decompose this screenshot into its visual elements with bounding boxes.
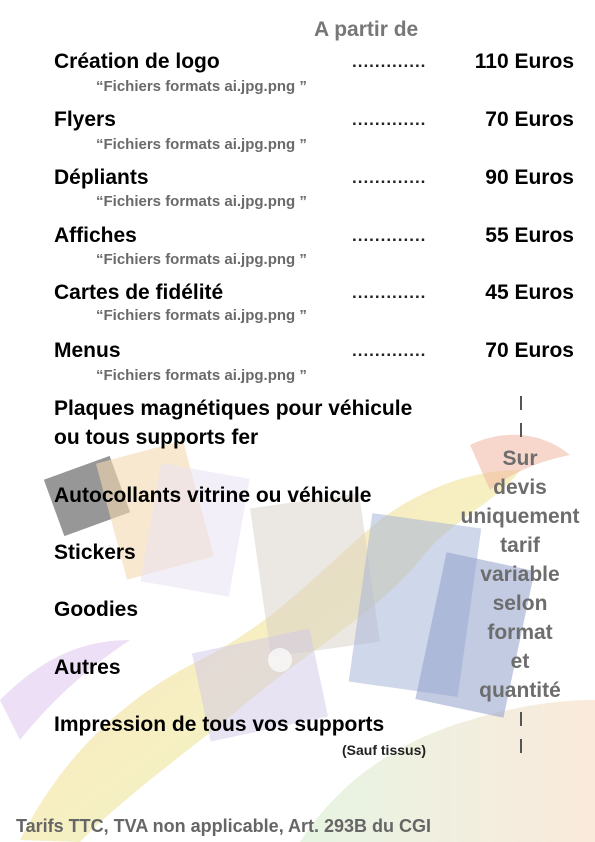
- item-title-depliants: Dépliants: [54, 166, 149, 189]
- quote-item-autres: Autres: [54, 656, 121, 679]
- quote-item-autocollants: Autocollants vitrine ou véhicule: [54, 484, 372, 507]
- leader-dots: .............: [352, 341, 427, 360]
- quote-text-line: et: [510, 650, 530, 673]
- item-title-cartes-fidelite: Cartes de fidélité: [54, 281, 224, 304]
- quote-text-line: uniquement: [460, 505, 580, 528]
- from-label: A partir de: [314, 18, 419, 41]
- leader-dots: .............: [352, 110, 427, 129]
- quote-text-line: selon: [492, 592, 548, 615]
- quote-text-line: Sur: [502, 447, 538, 470]
- item-title-menus: Menus: [54, 339, 121, 362]
- quote-text-line: tarif: [500, 534, 540, 557]
- item-formats-depliants: “Fichiers formats ai.jpg.png ”: [96, 193, 307, 210]
- quote-text-line: variable: [480, 563, 560, 586]
- note-sauf-tissus: (Sauf tissus): [342, 742, 427, 758]
- item-formats-affiches: “Fichiers formats ai.jpg.png ”: [96, 251, 307, 268]
- quote-item-impression: Impression de tous vos supports: [54, 713, 385, 736]
- item-formats-cartes-fidelite: “Fichiers formats ai.jpg.png ”: [96, 307, 307, 324]
- item-title-affiches: Affiches: [54, 224, 137, 247]
- divider-bar: [520, 423, 522, 437]
- item-title-flyers: Flyers: [54, 108, 116, 131]
- quote-item-goodies: Goodies: [54, 598, 139, 621]
- footer-legal-note: Tarifs TTC, TVA non applicable, Art. 293B du CGI: [16, 816, 432, 836]
- quote-text-line: devis: [493, 476, 547, 499]
- item-price-flyers: 70 Euros: [485, 108, 574, 131]
- quote-item-supports-fer: ou tous supports fer: [54, 426, 259, 449]
- quote-item-stickers: Stickers: [54, 541, 136, 564]
- leader-dots: .............: [352, 226, 427, 245]
- quote-item-plaques: Plaques magnétiques pour véhicule: [54, 397, 413, 420]
- item-price-depliants: 90 Euros: [485, 166, 574, 189]
- item-price-affiches: 55 Euros: [485, 224, 574, 247]
- item-price-menus: 70 Euros: [485, 339, 574, 362]
- leader-dots: .............: [352, 168, 427, 187]
- divider-bar: [520, 739, 522, 753]
- quote-text-line: format: [487, 621, 553, 644]
- item-formats-menus: “Fichiers formats ai.jpg.png ”: [96, 367, 307, 384]
- quote-text-line: quantité: [479, 679, 561, 702]
- item-formats-flyers: “Fichiers formats ai.jpg.png ”: [96, 136, 307, 153]
- item-formats-logo: “Fichiers formats ai.jpg.png ”: [96, 78, 307, 95]
- leader-dots: .............: [352, 283, 427, 302]
- item-price-logo: 110 Euros: [474, 50, 574, 73]
- divider-bar: [520, 396, 522, 410]
- leader-dots: .............: [352, 52, 427, 71]
- divider-bar: [520, 712, 522, 726]
- item-title-logo: Création de logo: [54, 50, 220, 73]
- item-price-cartes-fidelite: 45 Euros: [485, 281, 574, 304]
